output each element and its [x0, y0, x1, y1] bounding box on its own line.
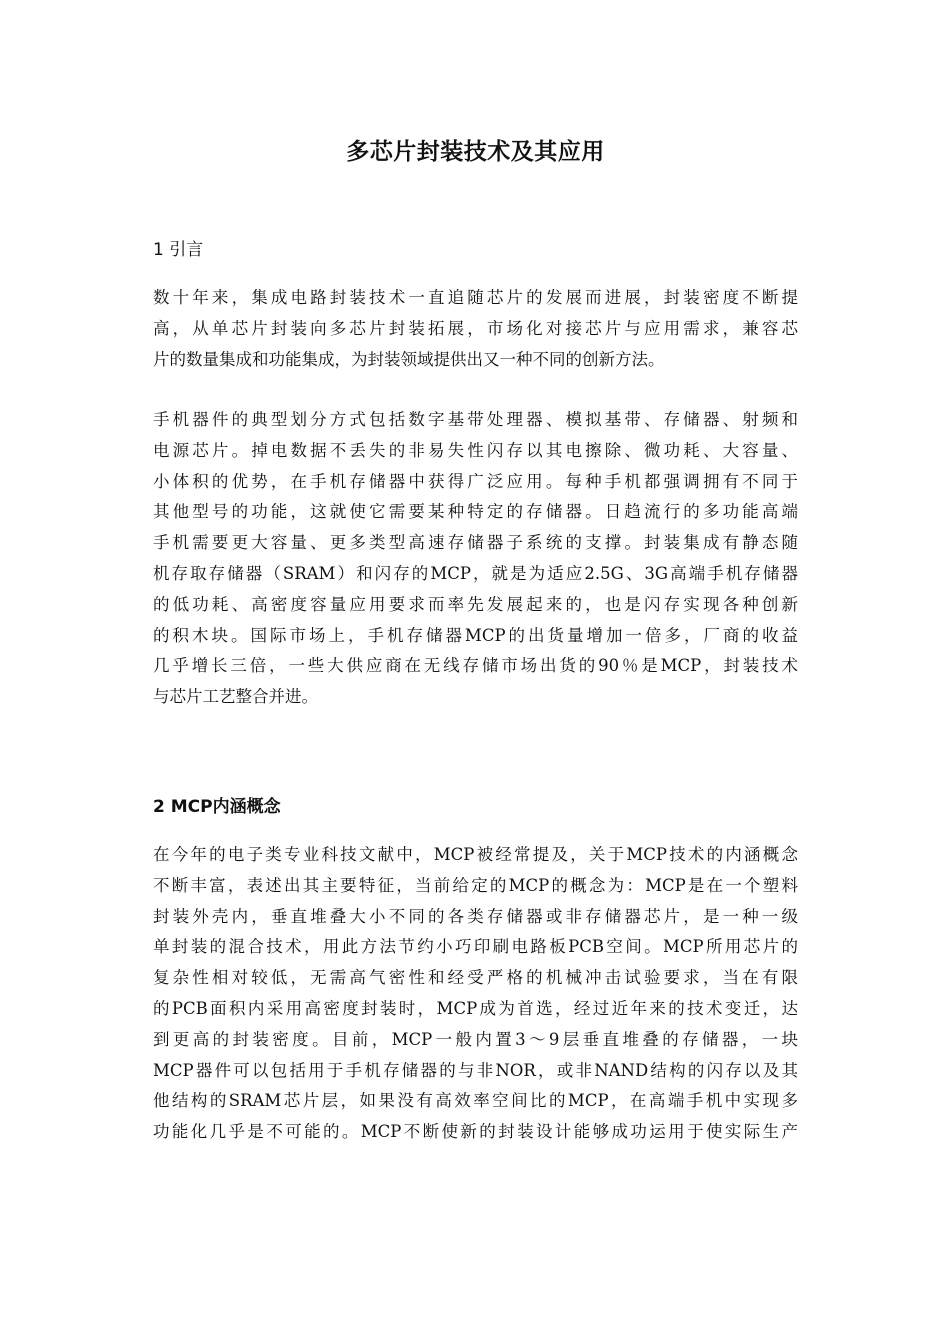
text-line: 单封装的混合技术，用此方法节约小巧印刷电路板PCB空间。MCP所用芯片的: [153, 937, 798, 957]
paragraph-intro-1: [153, 283, 798, 375]
text-line: 小体积的优势，在手机存储器中获得广泛应用。每种手机都强调拥有不同于: [153, 471, 798, 491]
text-line: 到更高的封装密度。目前，MCP一般内置3～9层垂直堆叠的存储器，一块: [153, 1029, 798, 1049]
section-heading-introduction: 1 引言: [153, 240, 204, 260]
text-line: 数十年来，集成电路封装技术一直追随芯片的发展而进展，封装密度不断提: [153, 288, 798, 307]
text-line: 的低功耗、高密度容量应用要求而率先发展起来的，也是闪存实现各种创新: [153, 594, 798, 614]
text-line: 封装外壳内，垂直堆叠大小不同的各类存储器或非存储器芯片，是一种一级: [153, 906, 798, 926]
text-line: 电源芯片。掉电数据不丢失的非易失性闪存以其电擦除、微功耗、大容量、: [153, 440, 798, 460]
text-line: 手机需要更大容量、更多类型高速存储器子系统的支撑。封装集成有静态随: [153, 533, 798, 553]
text-line: 与芯片工艺整合并进。: [153, 687, 318, 707]
text-line: 手机器件的典型划分方式包括数字基带处理器、模拟基带、存储器、射频和: [153, 410, 798, 429]
text-line: 不断丰富，表述出其主要特征，当前给定的MCP的概念为：MCP是在一个塑料: [153, 875, 798, 895]
text-line: 高，从单芯片封装向多芯片封装拓展，市场化对接芯片与应用需求，兼容芯: [153, 318, 798, 338]
text-line: 他结构的SRAM芯片层，如果没有高效率空间比的MCP，在高端手机中实现多: [153, 1091, 798, 1111]
text-line: 片的数量集成和功能集成，为封装领域提供出又一种不同的创新方法。: [153, 349, 665, 369]
paragraph-mcp-1: [153, 840, 798, 1148]
text-line: 其他型号的功能，这就使它需要某种特定的存储器。日趋流行的多功能高端: [153, 502, 798, 522]
section-heading-mcp-concept: 2 MCP内涵概念: [153, 797, 281, 817]
paragraph-intro-2: [153, 405, 798, 713]
text-line: 机存取存储器（SRAM）和闪存的MCP，就是为适应2.5G、3G高端手机存储器: [153, 563, 798, 583]
text-line: 的PCB面积内采用高密度封装时，MCP成为首选，经过近年来的技术变迁，达: [153, 998, 798, 1018]
text-line: 功能化几乎是不可能的。MCP不断使新的封装设计能够成功运用于使实际生产: [153, 1122, 798, 1142]
document-title: 多芯片封装技术及其应用: [346, 139, 605, 165]
text-line: MCP器件可以包括用于手机存储器的与非NOR，或非NAND结构的闪存以及其: [153, 1060, 798, 1080]
text-line: 复杂性相对较低，无需高气密性和经受严格的机械冲击试验要求，当在有限: [153, 968, 798, 988]
text-line: 的积木块。国际市场上，手机存储器MCP的出货量增加一倍多，厂商的收益: [153, 625, 798, 645]
text-line: 几乎增长三倍，一些大供应商在无线存储市场出货的90％是MCP，封装技术: [153, 656, 798, 676]
text-line: 在今年的电子类专业科技文献中，MCP被经常提及，关于MCP技术的内涵概念: [153, 845, 798, 864]
